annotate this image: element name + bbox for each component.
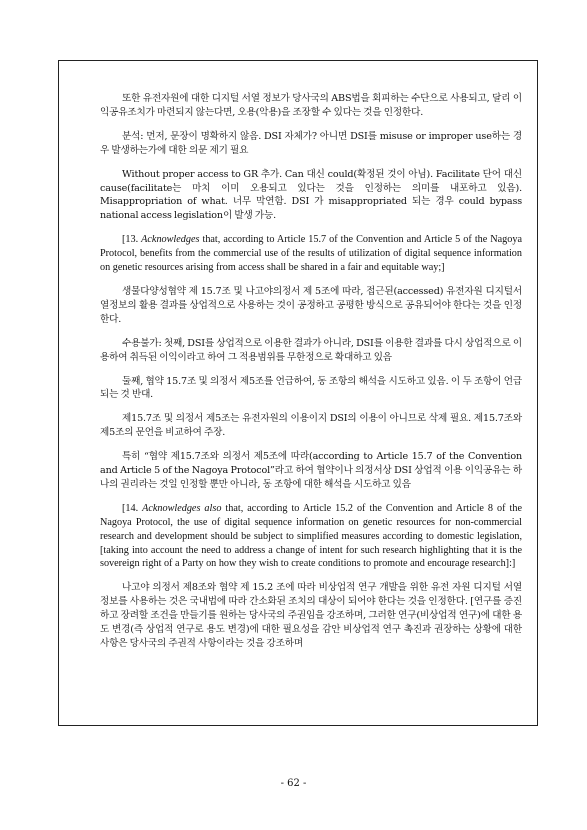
page-number: - 62 - <box>280 778 307 789</box>
document-body <box>100 92 522 651</box>
paragraph-9: 특히 “협약 제15.7조와 의정서 제5조에 따라(according to Article 15.7 of the Convention and Article 5 of the Nagoya Protocol”라고 하여 협약이나 의정서상 DSI 상업적 이용 이익공유는 하나의 권리라는 것일 인정할 뿐만 아니라, 동 조항에 대한 해석을 시도하고 있음 <box>100 451 522 490</box>
paragraph-8: 제15.7조 및 의정서 제5조는 유전자원의 이용이지 DSI의 이용이 아니므로 삭제 필요. 제15.7조와 제5조의 문언을 비교하여 주장. <box>100 413 522 439</box>
paragraph-2: 분석: 먼저, 문장이 명확하지 않음. DSI 자체가? 아니면 DSI를 misuse or improper use하는 경우 발생하는가에 대한 의문 제기 필요 <box>100 130 522 156</box>
paragraph-6: 수용불가: 첫째, DSI를 상업적으로 이용한 결과가 아니라, DSI를 이용한 결과를 다시 상업적으로 이용하여 취득된 이익이라고 하여 그 적용범위를 무한정으로 확대하고 있음 <box>100 337 522 363</box>
paragraph-10: [14. Acknowledges also that, according to Article 15.2 of the Convention and Article 8 of the Nagoya Protocol, the use of digital sequence information on genetic resources for non-commercial research and development should be subject to simplified measures according to domestic legislation, [taking into account the need to address a change of intent for such research highlighting that it is the sovereign right of a Party on how they wish to create conditions to promote and encourage research]:] <box>100 502 522 570</box>
emphasis-text: Acknowledges also <box>142 502 222 514</box>
paragraph-1: 또한 유전자원에 대한 디지털 서열 정보가 당사국의 ABS법을 회피하는 수단으로 사용되고, 달리 이익공유조치가 마련되지 않는다면, 오용(악용)을 조장할 수 있다는 것을 인정한다. <box>100 93 522 118</box>
paragraph-3: Without proper access to GR 추가. Can 대신 could(확정된 것이 아님). Facilitate 단어 대신 cause(facilitate는 마치 이미 오용되고 있다는 것을 인정하는 의미를 내포하고 있음). Misappropriation of what. 너무 막연함. DSI 가 misappropriated 되는 경우 could bypass national access legislation이 발생 가능. <box>100 168 522 222</box>
paragraph-7: 둘째, 협약 15.7조 및 의정서 제5조를 언급하여, 동 조항의 해석을 시도하고 있음. 이 두 조항이 언급되는 것 반대. <box>100 375 522 401</box>
paragraph-11: 나고야 의정서 제8조와 협약 제 15.2 조에 따라 비상업적 연구 개발을 위한 유전 자원 디지털 서열 정보를 사용하는 것은 국내법에 따라 간소화된 조치의 대상이 되어야 한다는 것을 인정한다. [연구를 증진하고 장려할 조건을 만들기를 원하는 당사국의 주권임을 강조하며, 그러한 연구(비상업적 연구)에 대한 용도 변경(즉 상업적 연구로 용도 변경)에 대한 필요성을 감안 비상업적 연구 촉진과 권장하는 상황에 대한 사항은 당사국의 주권적 사항이라는 것을 강조하며 <box>100 582 522 649</box>
paragraph-4: [13. Acknowledges that, according to Article 15.7 of the Convention and Article 5 of the Nagoya Protocol, benefits from the commercial use of the results of utilization of digital sequence information on genetic resources arising from access shall be shared in a fair and equitable way;] <box>100 234 522 274</box>
emphasis-text: Acknowledges <box>141 234 200 246</box>
paragraph-5: 생물다양성협약 제 15.7조 및 나고야의정서 제 5조에 따라, 접근된(accessed) 유전자원 디지털서열정보의 활용 결과를 상업적으로 사용하는 것이 공정하고 공평한 방식으로 공유되어야 한다는 것을 인정한다. <box>100 285 522 325</box>
